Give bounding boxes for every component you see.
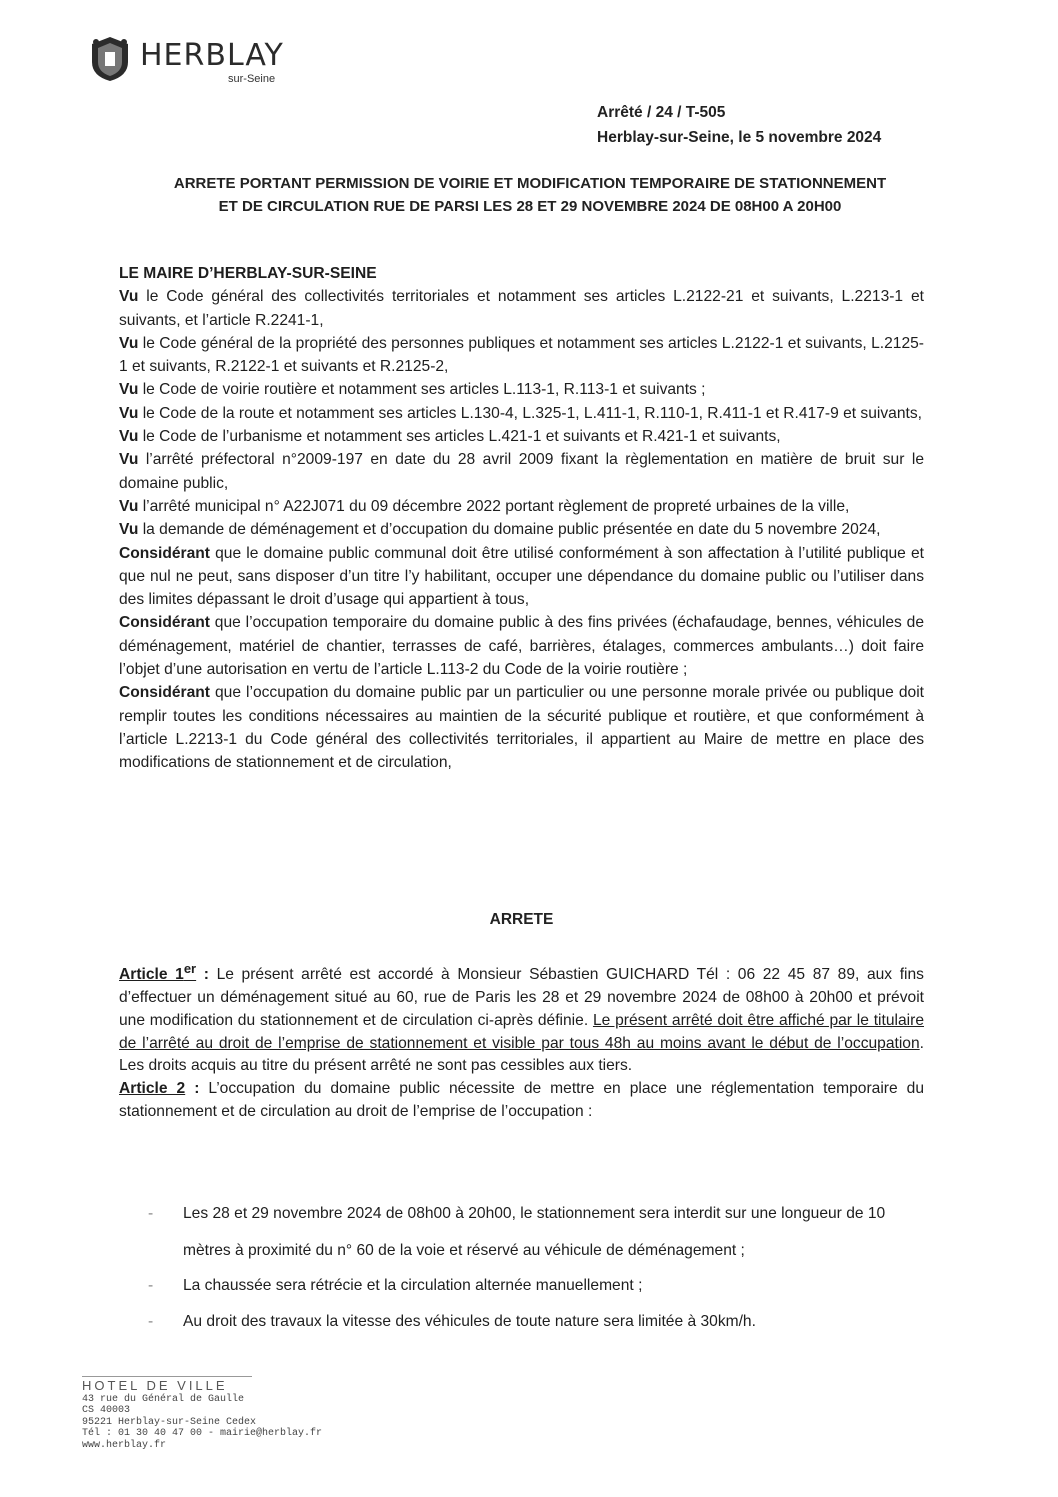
consideration-text: le Code général des collectivités territoriales et notamment ses articles L.2122-21 et suivants, L.2213-1 et suivants, et l’article R.2241-1, [119, 288, 924, 329]
consideration-text: que l’occupation temporaire du domaine public à des fins privées (échafaudage, bennes, véhicules de déménagement, matériel de chantier, terrasses de café, barrières, étalages, commerces ambulants…) doit faire l’objet d’une autorisation en vertu de l’article L.113-2 du Code de la voirie routière ; [119, 614, 924, 679]
consideration-9 [119, 542, 924, 612]
document-title [100, 172, 960, 218]
article-1-label-sup: er [183, 961, 197, 976]
footer-hotel: HOTEL DE VILLE [82, 1378, 228, 1393]
consideration-text: que le domaine public communal doit être utilisé conformément à son affectation à l’utilité publique et que nul ne peut, sans disposer d’un titre l’y habilitant, occuper une dépendance du domaine public ou l’utiliser dans des limites dépassant le droit d’usage qui appartient à tous, [119, 544, 924, 609]
measures-list [148, 1195, 928, 1339]
consideration-lead: Vu [119, 404, 139, 422]
arrete-reference: Arrêté / 24 / T-505 [597, 104, 726, 121]
logo-wordmark: HERBLAY [140, 38, 284, 73]
consideration-text: l’arrêté préfectoral n°2009-197 en date du 28 avril 2009 fixant la règlementation en matière de bruit sur le domaine public, [119, 451, 924, 492]
consideration-3 [119, 378, 924, 401]
list-item-text: La chaussée sera rétrécie et la circulation alternée manuellement ; [183, 1277, 643, 1294]
consideration-text: l’arrêté municipal n° A22J071 du 09 décembre 2022 portant règlement de propreté urbaines de la ville, [138, 497, 850, 515]
article-1-label [119, 961, 197, 984]
footer-street: 43 rue du Général de Gaulle [82, 1393, 245, 1405]
title-line-2: ET DE CIRCULATION RUE DE PARSI LES 28 ET 29 NOVEMBRE 2024 DE 08H00 A 20H00 [218, 198, 842, 215]
reference-block [597, 100, 881, 150]
article-1-separator: : [196, 966, 217, 984]
article-1-notice: Le présent arrêté doit être affiché par le titulaire de l’arrêté au droit de l’emprise de stationnement et visible par tous 48h au moins avant le début de l’occupation [119, 1011, 924, 1052]
article-2 [119, 1078, 924, 1124]
list-item-text: Les 28 et 29 novembre 2024 de 08h00 à 20h00, le stationnement sera interdit sur une longueur de 10 mètres à proximité du n° 60 de la voie et réservé au véhicule de déménagement ; [183, 1205, 886, 1259]
article-1-label-text: Article 1 [119, 966, 184, 984]
article-1-text-end: . Les droits acquis au titre du présent arrêté ne sont pas cessibles aux tiers. [119, 1034, 924, 1075]
consideration-lead: Vu [119, 497, 139, 515]
dash-bullet-icon: - [148, 1277, 154, 1294]
consideration-lead: Vu [119, 288, 139, 306]
list-item-text: Au droit des travaux la vitesse des véhicules de toute nature sera limitée à 30km/h. [183, 1313, 756, 1330]
consideration-5 [119, 425, 924, 448]
logo-subtitle: sur-Seine [228, 73, 276, 85]
consideration-text: le Code de l’urbanisme et notamment ses articles L.421-1 et suivants et R.421-1 et suivants, [138, 428, 781, 446]
consideration-lead: Vu [119, 521, 139, 539]
list-item [148, 1195, 928, 1269]
city-crest-icon [88, 34, 132, 82]
consideration-text: le Code général de la propriété des personnes publiques et notamment ses articles L.2122-1 et suivants, L.2125-1 et suivants, R.2122-1 et suivants et R.2125-2, [119, 334, 924, 376]
title-line-1: ARRETE PORTANT PERMISSION DE VOIRIE ET MODIFICATION TEMPORAIRE DE STATIONNEMENT [173, 175, 887, 192]
article-2-separator: : [185, 1080, 209, 1098]
footer-contact: Tél : 01 30 40 47 00 - mairie@herblay.fr [82, 1428, 323, 1439]
consideration-2 [119, 332, 924, 379]
list-item [148, 1268, 928, 1303]
consideration-lead: Considérant [119, 614, 210, 632]
footer-address [82, 1380, 322, 1451]
consideration-text: le Code de la route et notamment ses articles L.130-4, L.325-1, L.411-1, R.110-1, R.411-1 et R.417-9 et suivants, [138, 404, 922, 422]
article-2-text: L’occupation du domaine public nécessite de mettre en place une réglementation temporaire du stationnement et de circulation au droit de l’emprise de l’occupation : [119, 1080, 924, 1120]
article-1 [119, 958, 924, 1078]
dash-bullet-icon: - [148, 1205, 154, 1222]
footer-divider [82, 1376, 252, 1377]
mayor-heading: LE MAIRE D’HERBLAY-SUR-SEINE [119, 265, 377, 282]
preamble [119, 262, 924, 775]
list-item [148, 1304, 928, 1339]
article-1-text: Le présent arrêté est accordé à Monsieur Sébastien GUICHARD Tél : 06 22 45 87 89, aux fins d’effectuer un déménagement situé au 60, rue de Paris les 28 et 29 novembre 2024 de 08h00 à 20h00 et prévoit une modification du stationnement et de circulation ci-après définie. [119, 966, 924, 1029]
consideration-lead: Vu [119, 451, 139, 469]
consideration-lead: Vu [119, 428, 139, 446]
consideration-1 [119, 285, 924, 332]
footer-city: 95221 Herblay-sur-Seine Cedex [82, 1416, 257, 1428]
consideration-lead: Considérant [119, 684, 210, 702]
consideration-4 [119, 402, 924, 425]
consideration-11 [119, 681, 924, 774]
place-date: Herblay-sur-Seine, le 5 novembre 2024 [597, 129, 882, 146]
article-2-label: Article 2 [119, 1080, 186, 1098]
consideration-lead: Considérant [119, 544, 210, 562]
consideration-lead: Vu [119, 334, 139, 352]
consideration-text: le Code de voirie routière et notamment ses articles L.113-1, R.113-1 et suivants ; [138, 381, 706, 399]
consideration-7 [119, 495, 924, 518]
consideration-text: que l’occupation du domaine public par un particulier ou une personne morale privée ou publique doit remplir toutes les conditions nécessaires au maintien de la sécurité publique et routière, et que conformément à l’article L.2213-1 du Code général des collectivités territoriales, il appartient au Maire de mettre en place des modifications de stationnement et de circulation, [119, 684, 924, 772]
articles [119, 958, 924, 1124]
arrete-heading: ARRETE [489, 911, 554, 928]
consideration-8 [119, 518, 924, 541]
consideration-lead: Vu [119, 381, 139, 399]
consideration-6 [119, 448, 924, 495]
dash-bullet-icon: - [148, 1313, 154, 1330]
consideration-text: la demande de déménagement et d’occupation du domaine public présentée en date du 5 novembre 2024, [138, 521, 881, 539]
footer-cs: CS 40003 [82, 1405, 131, 1416]
consideration-10 [119, 611, 924, 681]
footer-website: www.herblay.fr [82, 1439, 167, 1451]
